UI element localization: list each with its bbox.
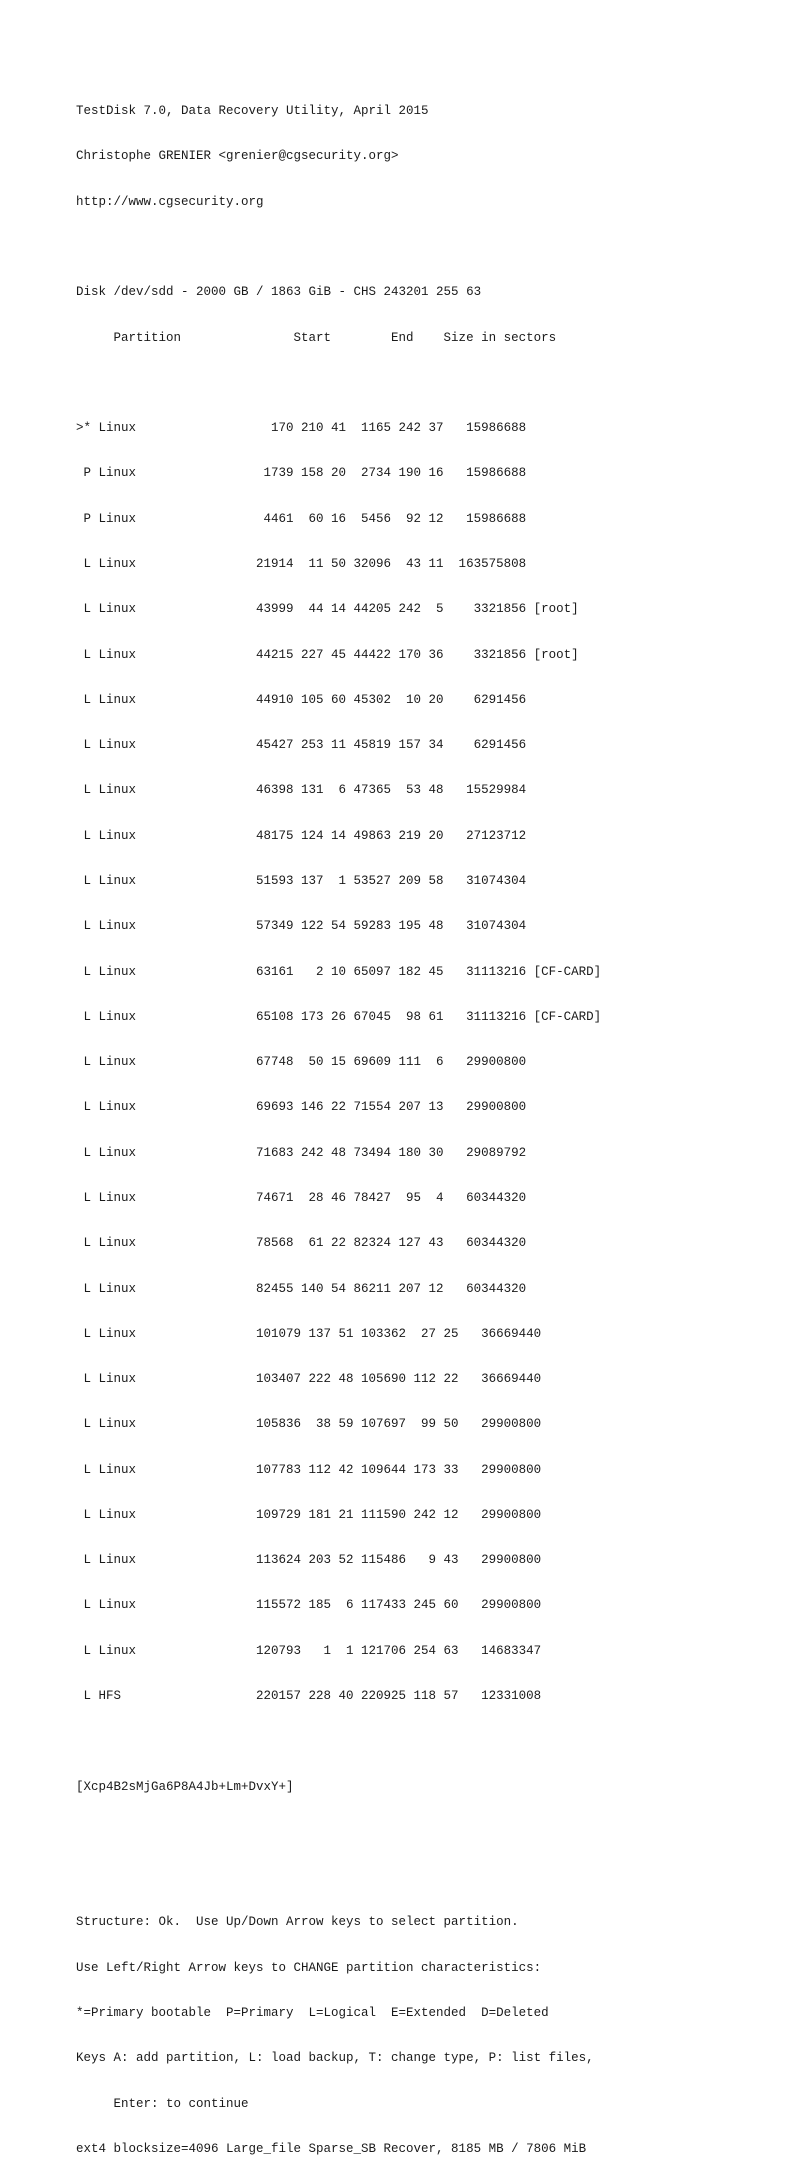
partition-row[interactable]: L Linux 67748 50 15 69609 111 6 29900800 bbox=[76, 1055, 527, 1070]
partition-row[interactable]: L Linux 105836 38 59 107697 99 50 29900800 bbox=[76, 1417, 542, 1432]
partition-list bbox=[76, 391, 601, 1734]
spacer bbox=[76, 1870, 601, 1885]
app-title: TestDisk 7.0, Data Recovery Utility, April 2015 bbox=[76, 104, 429, 119]
keys-help-line-1: Keys A: add partition, L: load backup, T: change type, P: list files, bbox=[76, 2051, 594, 2066]
partition-row[interactable]: L Linux 45427 253 11 45819 157 34 6291456 bbox=[76, 738, 527, 753]
partition-row[interactable]: L Linux 69693 146 22 71554 207 13 29900800 bbox=[76, 1100, 527, 1115]
partition-row[interactable]: L Linux 44215 227 45 44422 170 36 3321856 [root] bbox=[76, 647, 579, 662]
partition-row[interactable]: L Linux 107783 112 42 109644 173 33 29900800 bbox=[76, 1462, 542, 1477]
partition-row[interactable]: L Linux 48175 124 14 49863 219 20 27123712 bbox=[76, 828, 527, 843]
partition-row[interactable]: L Linux 74671 28 46 78427 95 4 60344320 bbox=[76, 1190, 527, 1205]
partition-row[interactable]: L HFS 220157 228 40 220925 118 57 12331008 bbox=[76, 1689, 542, 1704]
partition-row[interactable]: L Linux 43999 44 14 44205 242 5 3321856 [root] bbox=[76, 602, 579, 617]
partition-row[interactable]: L Linux 101079 137 51 103362 27 25 36669440 bbox=[76, 1326, 542, 1341]
partition-row[interactable]: L Linux 109729 181 21 111590 242 12 29900800 bbox=[76, 1507, 542, 1522]
author-line: Christophe GRENIER <grenier@cgsecurity.org> bbox=[76, 149, 399, 164]
scroll-marker: [Xcp4B2sMjGa6P8A4Jb+Lm+DvxY+] bbox=[76, 1779, 294, 1794]
structure-status: Structure: Ok. Use Up/Down Arrow keys to select partition. bbox=[76, 1915, 519, 1930]
help-change-line: Use Left/Right Arrow keys to CHANGE partition characteristics: bbox=[76, 1960, 542, 1975]
partition-row[interactable]: L Linux 51593 137 1 53527 209 58 31074304 bbox=[76, 873, 527, 888]
partition-row-selected[interactable]: >* Linux 170 210 41 1165 242 37 15986688 bbox=[76, 421, 527, 436]
filesystem-info: ext4 blocksize=4096 Large_file Sparse_SB Recover, 8185 MB / 7806 MiB bbox=[76, 2141, 587, 2156]
partition-row[interactable]: L Linux 44910 105 60 45302 10 20 6291456 bbox=[76, 692, 527, 707]
disk-info: Disk /dev/sdd - 2000 GB / 1863 GiB - CHS 243201 255 63 bbox=[76, 285, 482, 300]
spacer bbox=[76, 1825, 601, 1840]
partition-row[interactable]: L Linux 63161 2 10 65097 182 45 31113216 [CF-CARD] bbox=[76, 964, 602, 979]
partition-row[interactable]: P Linux 1739 158 20 2734 190 16 15986688 bbox=[76, 466, 527, 481]
partition-table-header: Partition Start End Size in sectors bbox=[76, 330, 557, 345]
partition-row[interactable]: L Linux 65108 173 26 67045 98 61 31113216 [CF-CARD] bbox=[76, 1009, 602, 1024]
partition-row[interactable]: L Linux 71683 242 48 73494 180 30 29089792 bbox=[76, 1145, 527, 1160]
terminal-screen bbox=[76, 74, 601, 2172]
partition-row[interactable]: L Linux 120793 1 1 121706 254 63 14683347 bbox=[76, 1643, 542, 1658]
keys-help-line-2: Enter: to continue bbox=[76, 2096, 249, 2111]
partition-row[interactable]: L Linux 46398 131 6 47365 53 48 15529984 bbox=[76, 783, 527, 798]
spacer bbox=[76, 240, 601, 255]
type-legend: *=Primary bootable P=Primary L=Logical E=Extended D=Deleted bbox=[76, 2006, 549, 2020]
partition-row[interactable]: L Linux 57349 122 54 59283 195 48 31074304 bbox=[76, 919, 527, 934]
partition-row[interactable]: L Linux 21914 11 50 32096 43 11 163575808 bbox=[76, 557, 527, 571]
partition-row[interactable]: P Linux 4461 60 16 5456 92 12 15986688 bbox=[76, 511, 527, 526]
partition-row[interactable]: L Linux 115572 185 6 117433 245 60 29900800 bbox=[76, 1598, 542, 1613]
partition-row[interactable]: L Linux 82455 140 54 86211 207 12 60344320 bbox=[76, 1281, 527, 1296]
partition-row[interactable]: L Linux 78568 61 22 82324 127 43 60344320 bbox=[76, 1236, 527, 1251]
partition-row[interactable]: L Linux 113624 203 52 115486 9 43 29900800 bbox=[76, 1553, 542, 1568]
website-line: http://www.cgsecurity.org bbox=[76, 194, 264, 209]
partition-row[interactable]: L Linux 103407 222 48 105690 112 22 36669440 bbox=[76, 1372, 542, 1387]
